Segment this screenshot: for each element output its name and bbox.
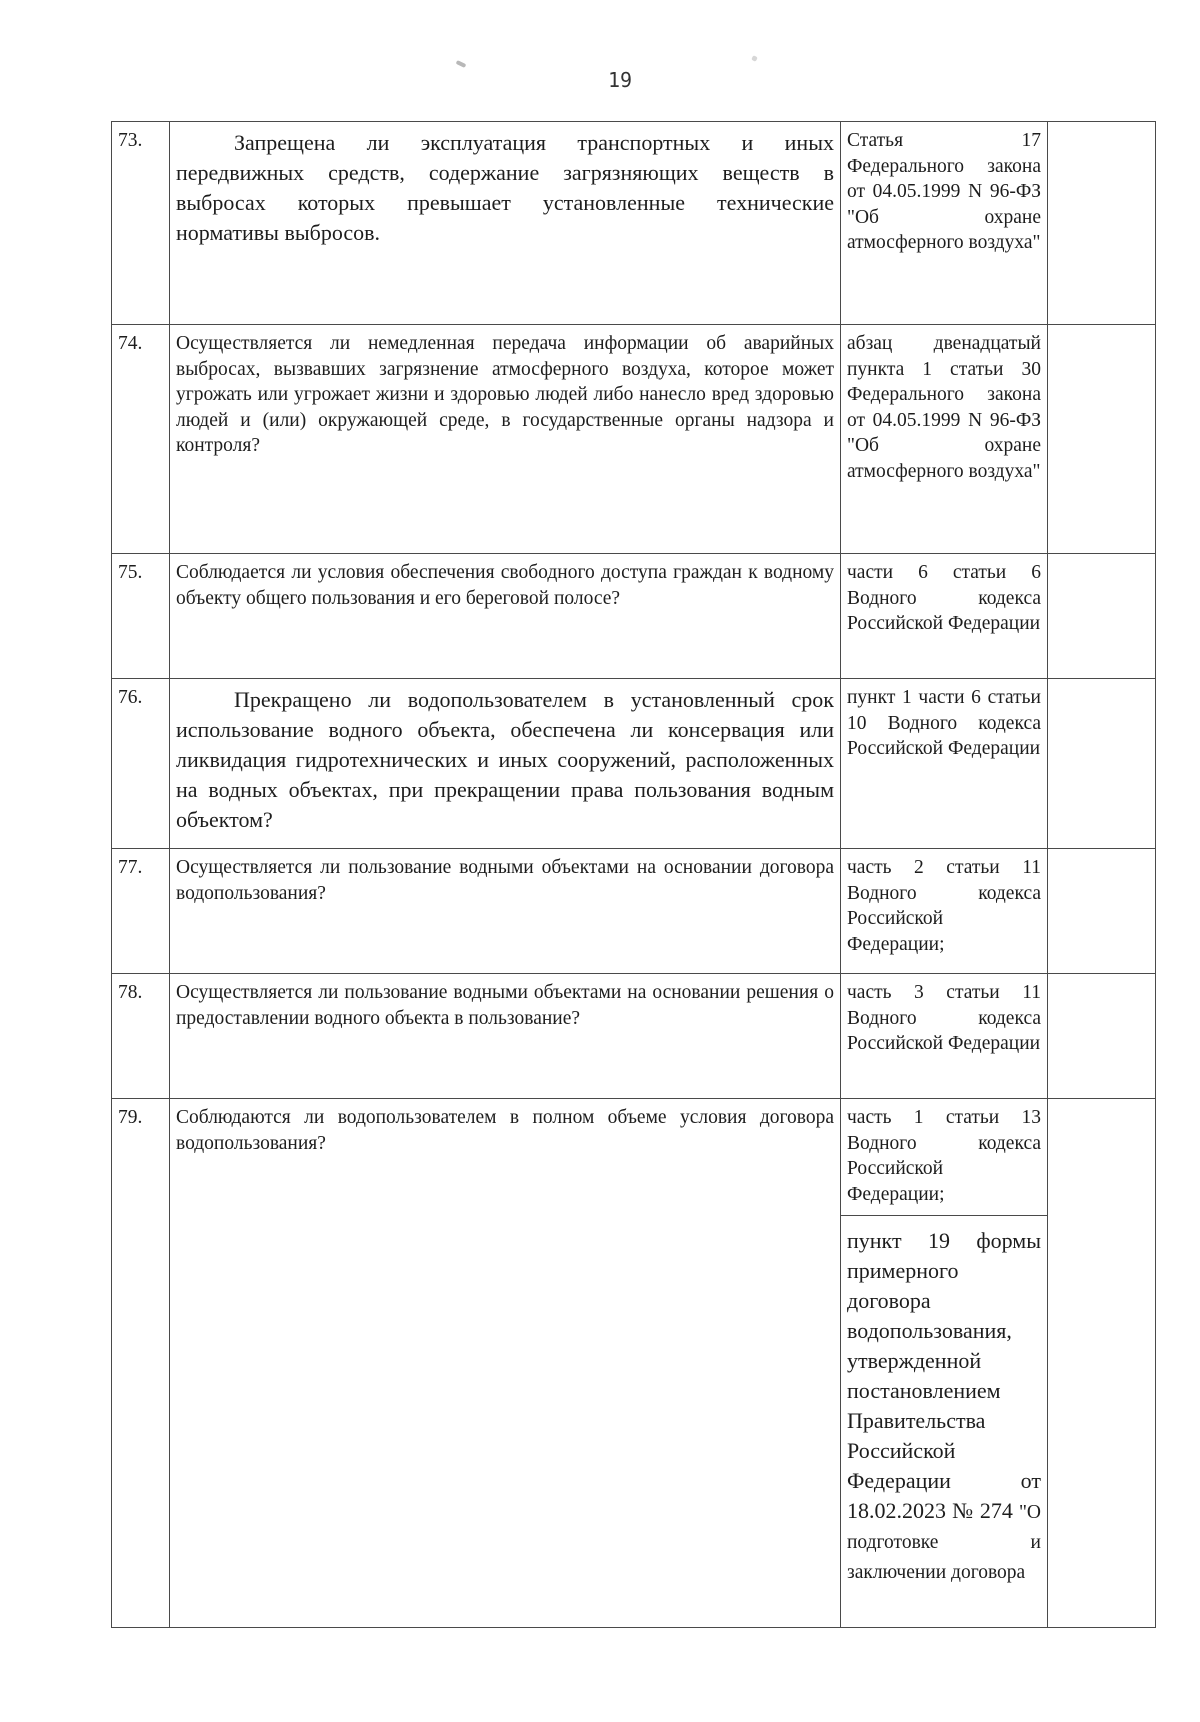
question-cell: Соблюдается ли условия обеспечения свободного доступа граждан к водному объекту общего пользования и его береговой полосе? — [170, 554, 841, 679]
reference-cell — [841, 1099, 1048, 1628]
reference-extra-small-text: "О подготовке и заключении договора — [847, 1502, 1042, 1583]
scan-speck — [456, 60, 467, 68]
reference-cell: абзац двенадцатый пункта 1 статьи 30 Федерального закона от 04.05.1999 N 96-ФЗ "Об охране атмосферного воздуха" — [841, 325, 1048, 554]
row-number: 78. — [112, 974, 170, 1099]
answer-cell — [1048, 122, 1156, 325]
reference-cell: Статья 17 Федерального закона от 04.05.1999 N 96-ФЗ "Об охране атмосферного воздуха" — [841, 122, 1048, 325]
answer-cell — [1048, 974, 1156, 1099]
reference-cell: части 6 статьи 6 Водного кодекса Российской Федерации — [841, 554, 1048, 679]
table-row — [112, 554, 1156, 679]
question-cell: Соблюдаются ли водопользователем в полном объеме условия договора водопользования? — [170, 1099, 841, 1628]
row-number: 79. — [112, 1099, 170, 1628]
row-number: 74. — [112, 325, 170, 554]
row-number: 73. — [112, 122, 170, 325]
reference-cell: пункт 1 части 6 статьи 10 Водного кодекса Российской Федерации — [841, 679, 1048, 849]
answer-cell — [1048, 849, 1156, 974]
row-number: 75. — [112, 554, 170, 679]
table-row — [112, 1099, 1156, 1628]
table-row — [112, 122, 1156, 325]
page-number: 19 — [607, 68, 633, 92]
answer-cell — [1048, 679, 1156, 849]
table-row — [112, 679, 1156, 849]
table-row — [112, 325, 1156, 554]
question-cell: Прекращено ли водопользователем в установленный срок использование водного объекта, обеспечена ли консервация или ликвидация гидротехнических и иных сооружений, расположенных на водных объектах, при прекращении права пользования водным объектом? — [170, 679, 841, 849]
table-row — [112, 974, 1156, 1099]
question-cell: Запрещена ли эксплуатация транспортных и иных передвижных средств, содержание загрязняющих веществ в выбросах которых превышает установленные технические нормативы выбросов. — [170, 122, 841, 325]
row-number: 77. — [112, 849, 170, 974]
answer-cell — [1048, 1099, 1156, 1628]
answer-cell — [1048, 554, 1156, 679]
reference-cell: часть 3 статьи 11 Водного кодекса Российской Федерации — [841, 974, 1048, 1099]
checklist-table — [111, 121, 1156, 1628]
reference-cell: часть 2 статьи 11 Водного кодекса Российской Федерации; — [841, 849, 1048, 974]
question-cell: Осуществляется ли пользование водными объектами на основании решения о предоставлении водного объекта в пользование? — [170, 974, 841, 1099]
table-row — [112, 849, 1156, 974]
reference-extra-text: пункт 19 формы примерного договора водопользования, утвержденной постановлением Правительства Российской Федерации от 18.02.2023 № 274 — [847, 1228, 1041, 1523]
answer-cell — [1048, 325, 1156, 554]
question-cell: Осуществляется ли немедленная передача информации об аварийных выбросах, вызвавших загрязнение атмосферного воздуха, которое может угрожать или угрожает жизни и здоровью людей либо нанесло вред здоровью людей и (или) окружающей среде, в государственные органы надзора и контроля? — [170, 325, 841, 554]
scan-speck — [751, 55, 758, 62]
reference-text: часть 1 статьи 13 Водного кодекса Российской Федерации; — [847, 1107, 1041, 1205]
row-number: 76. — [112, 679, 170, 849]
reference-subcell — [841, 1215, 1047, 1586]
question-cell: Осуществляется ли пользование водными объектами на основании договора водопользования? — [170, 849, 841, 974]
